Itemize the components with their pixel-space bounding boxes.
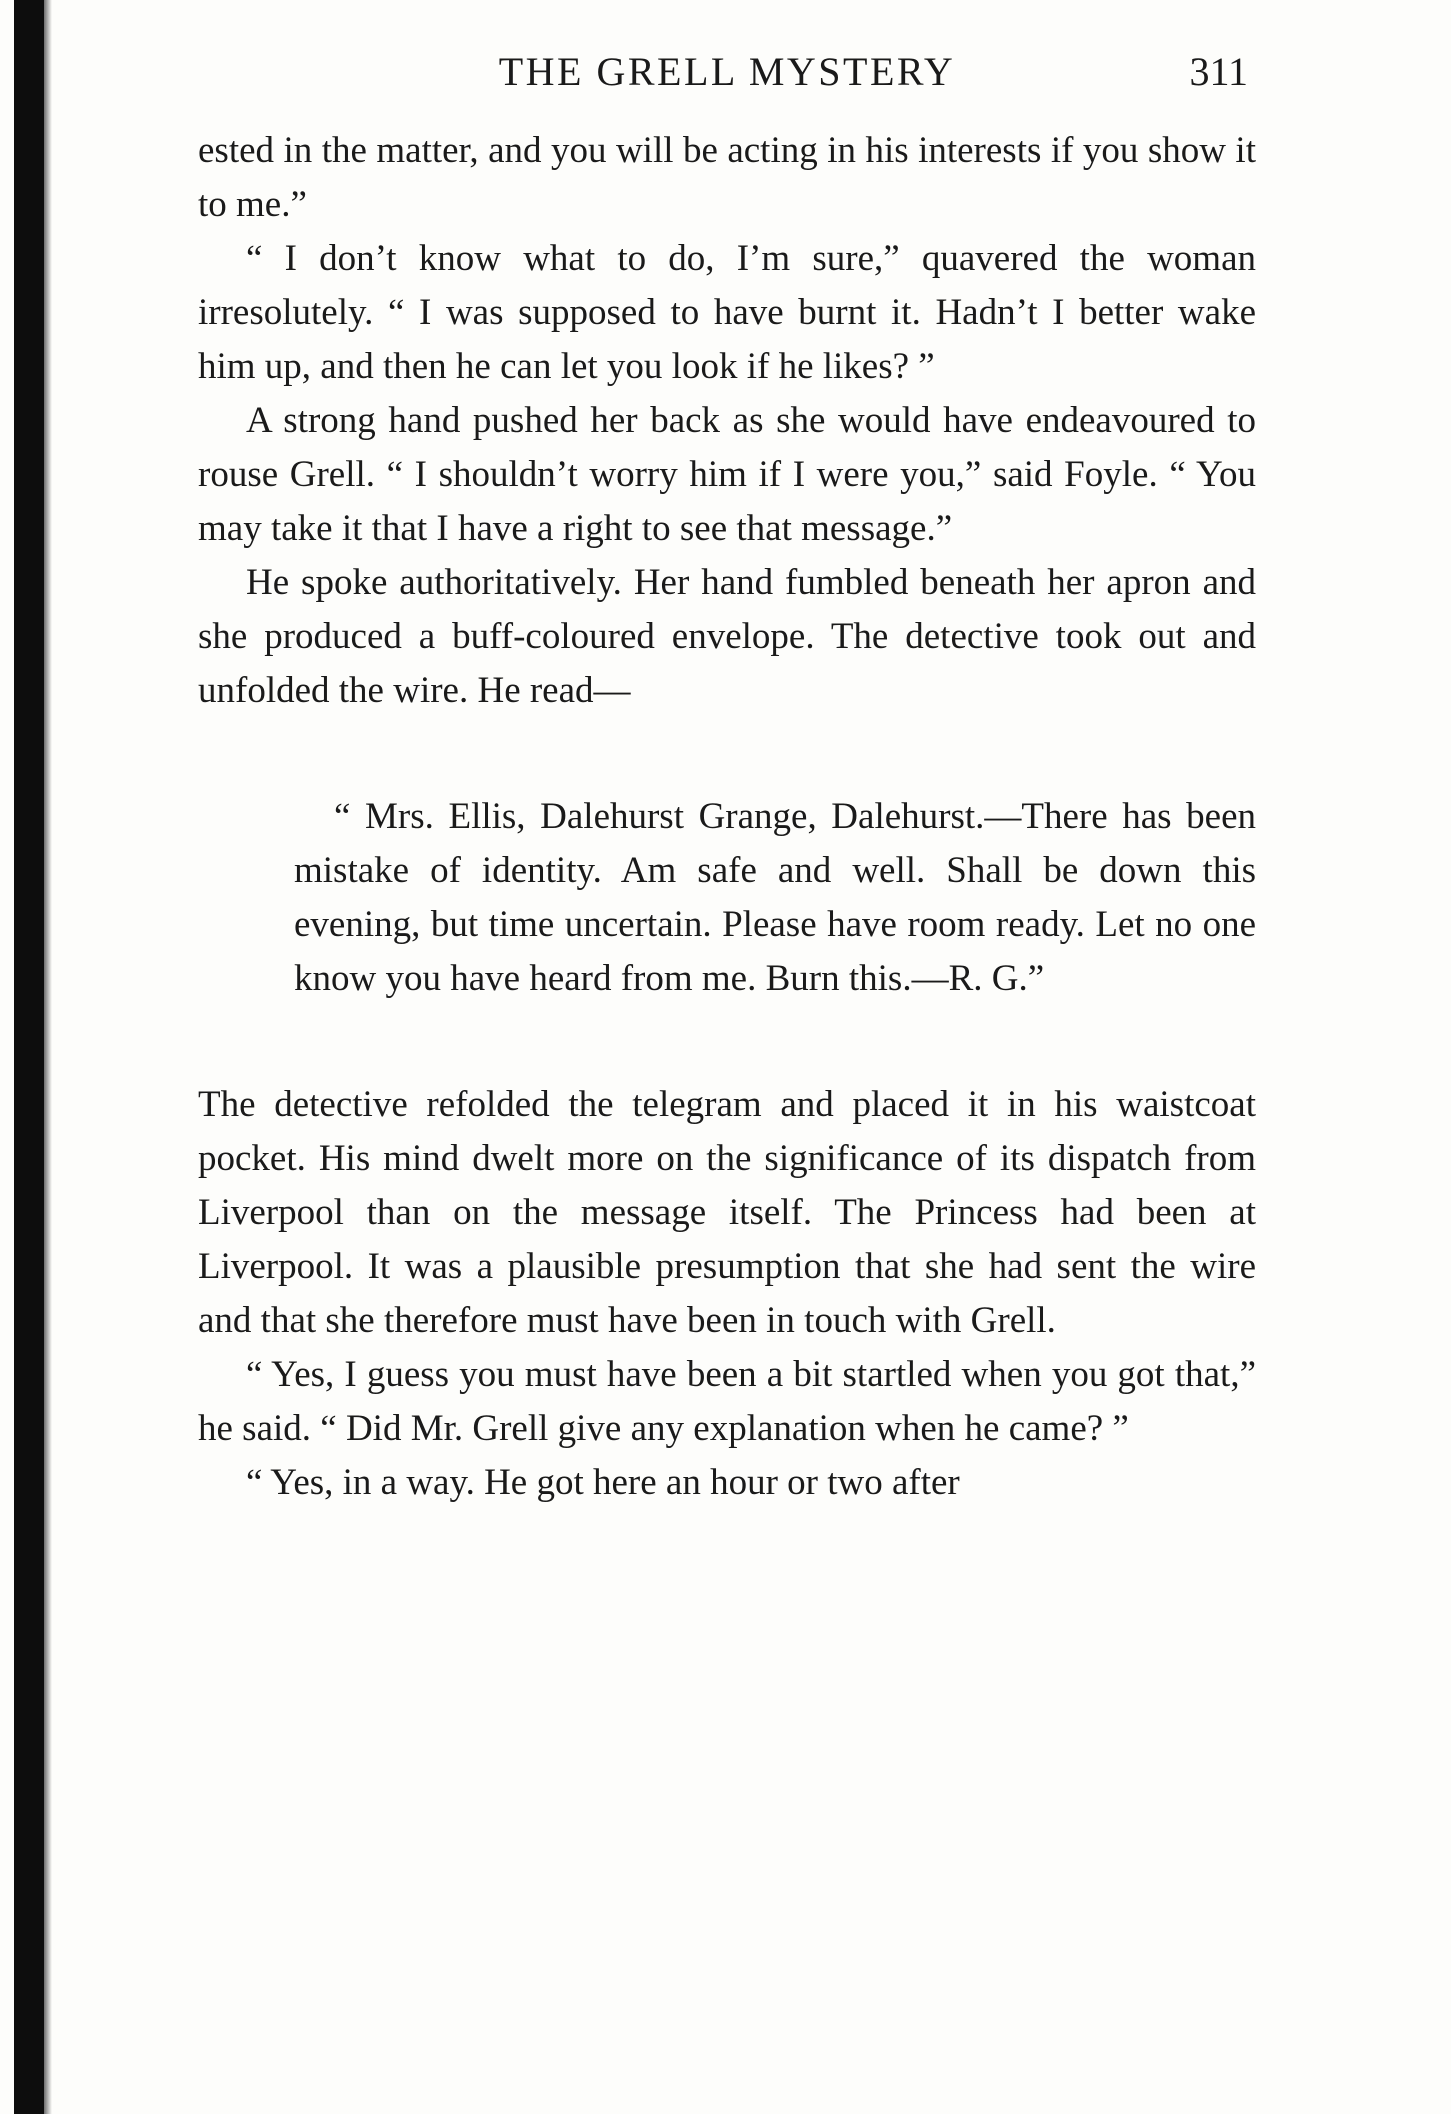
page-binding-edge	[14, 0, 44, 2114]
paragraph: “ Yes, I guess you must have been a bit startled when you got that,” he said. “ Did Mr. Grell give any explanation when he came? ”	[198, 1354, 1256, 1449]
telegram-quote: “ Mrs. Ellis, Dalehurst Grange, Dalehurst.—There has been mistake of identity. Am safe and well. Shall be down this evening, but time uncertain. Please have room ready. Let no one know you have heard from me. Burn this.—R. G.”	[294, 796, 1256, 999]
page-number: 311	[1189, 49, 1248, 94]
running-title: THE GRELL MYSTERY	[498, 49, 956, 94]
paragraph: He spoke authoritatively. Her hand fumbled beneath her apron and she produced a buff-coloured envelope. The detective took out and unfolded the wire. He read—	[198, 562, 1256, 711]
paragraph: The detective refolded the telegram and placed it in his waistcoat pocket. His mind dwelt more on the significance of its dispatch from Liverpool than on the message itself. The Princess had been at Liverpool. It was a plausible presumption that she had sent the wire and that she therefore must have been in touch with Grell.	[198, 1084, 1256, 1341]
paragraph: “ Yes, in a way. He got here an hour or two after	[246, 1462, 960, 1503]
body-text	[198, 124, 1256, 1510]
binding-shadow	[44, 0, 52, 2114]
paragraph: “ I don’t know what to do, I’m sure,” quavered the woman irresolutely. “ I was supposed to have burnt it. Hadn’t I better wake him up, and then he can let you look if he likes? ”	[198, 238, 1256, 387]
paragraph-continued: ested in the matter, and you will be acting in his interests if you show it to me.”	[198, 130, 1256, 225]
paragraph: A strong hand pushed her back as she would have endeavoured to rouse Grell. “ I shouldn’t worry him if I were you,” said Foyle. “ You may take it that I have a right to see that message.”	[198, 400, 1256, 549]
running-head	[198, 42, 1256, 102]
